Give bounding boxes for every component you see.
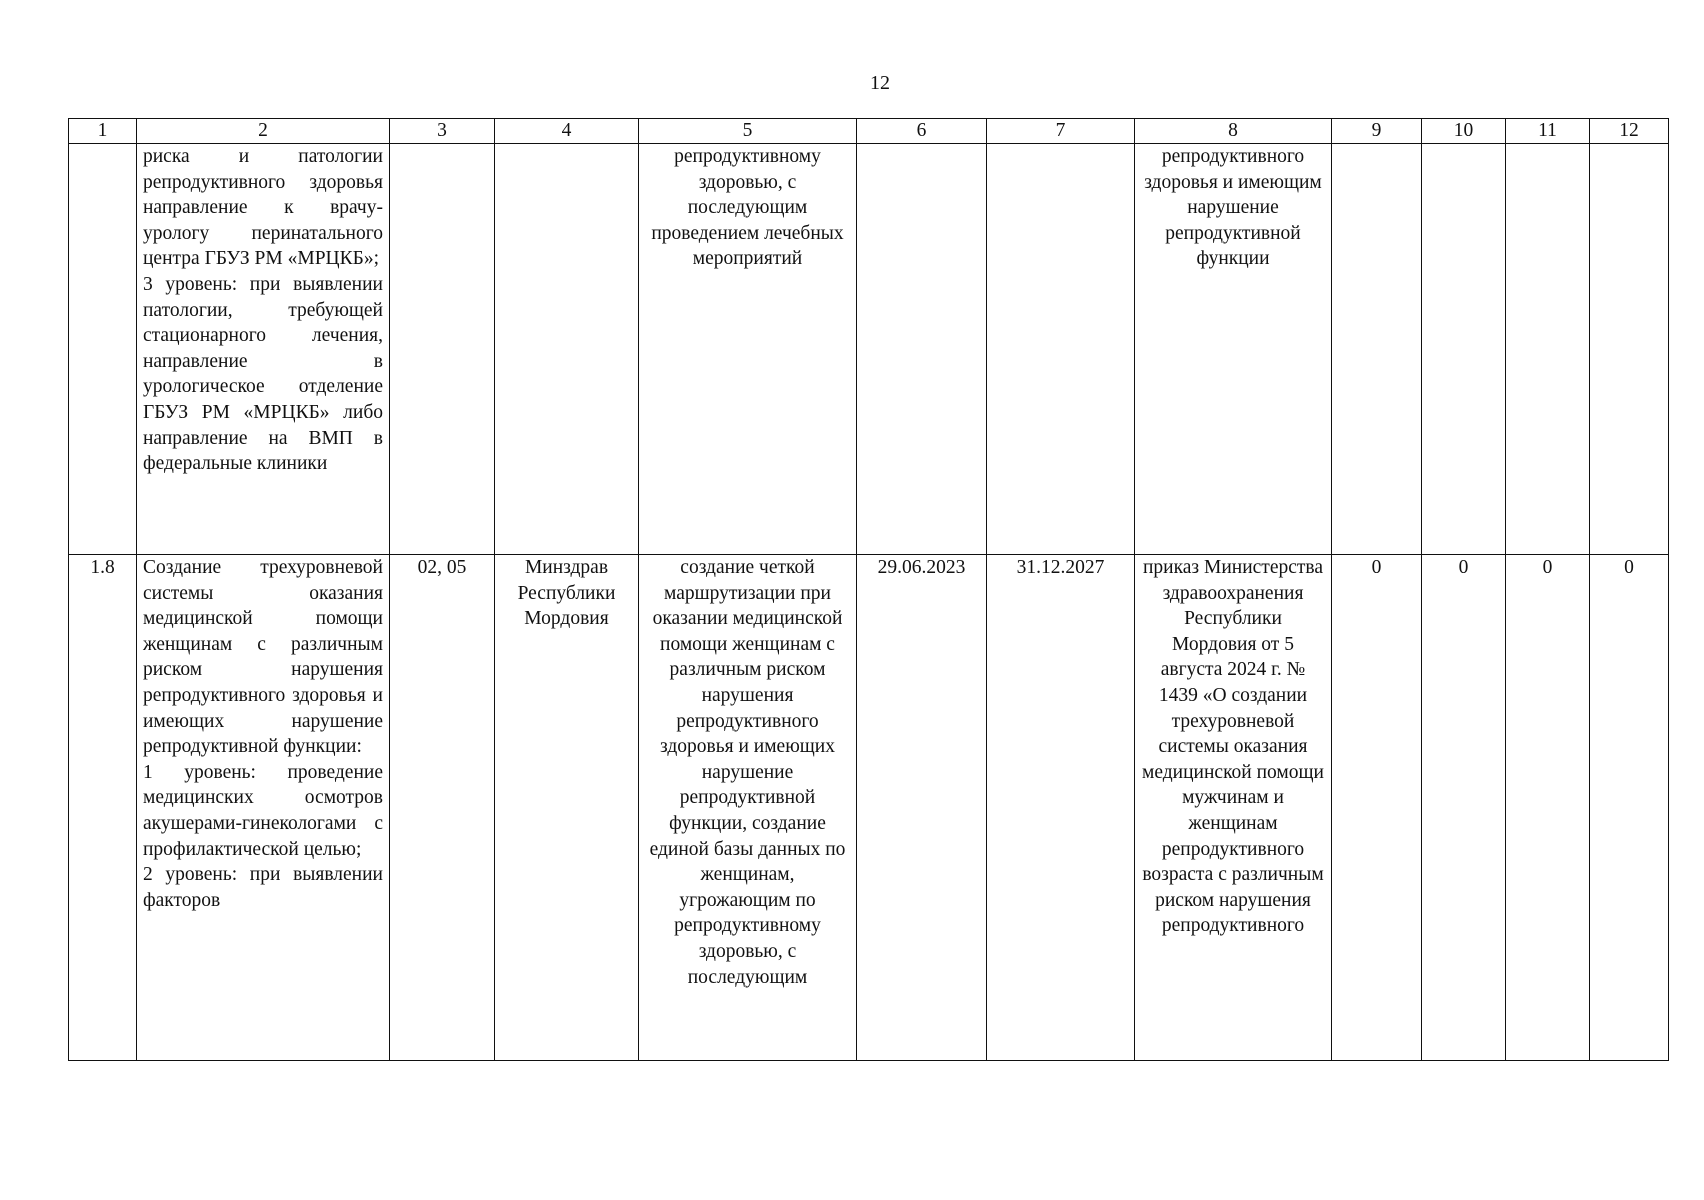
executor-cell: Минздрав Республики Мордовия <box>495 555 639 1061</box>
column-number-row <box>69 119 1669 144</box>
value-cell-10 <box>1422 144 1506 555</box>
column-number-5: 5 <box>639 119 857 144</box>
value-cell-11 <box>1506 144 1590 555</box>
column-number-2: 2 <box>137 119 390 144</box>
end-date-cell: 31.12.2027 <box>987 555 1135 1061</box>
result-cell: создание четкой маршрутизации при оказании медицинской помощи женщинам с различным риском нарушения репродуктивного здоровья и имеющих нарушение репродуктивной функции, создание единой базы данных по женщинам, угрожающим по репродуктивному здоровью, с последующим <box>639 555 857 1061</box>
page-number: 12 <box>870 72 890 94</box>
column-number-8: 8 <box>1135 119 1332 144</box>
column-number-6: 6 <box>857 119 987 144</box>
column-number-4: 4 <box>495 119 639 144</box>
value-cell-11: 0 <box>1506 555 1590 1061</box>
result-cell: репродуктивному здоровью, с последующим проведением лечебных мероприятий <box>639 144 857 555</box>
value-cell-9: 0 <box>1332 555 1422 1061</box>
item-number-cell: 1.8 <box>69 555 137 1061</box>
executor-cell <box>495 144 639 555</box>
start-date-cell: 29.06.2023 <box>857 555 987 1061</box>
measure-description-cell: Создание трехуровневой системы оказания медицинской помощи женщинам с различным риском нарушения репродуктивного здоровья и имеющих нарушение репродуктивной функции: 1 уровень: проведение медицинских осмотров акушерами-гинекологами с профилактической целью; 2 уровень: при выявлении факторов <box>137 555 390 1061</box>
value-cell-10: 0 <box>1422 555 1506 1061</box>
value-cell-9 <box>1332 144 1422 555</box>
document-cell: репродуктивного здоровья и имеющим нарушение репродуктивной функции <box>1135 144 1332 555</box>
column-number-11: 11 <box>1506 119 1590 144</box>
plan-table <box>68 118 1669 1061</box>
start-date-cell <box>857 144 987 555</box>
end-date-cell <box>987 144 1135 555</box>
document-cell: приказ Министерства здравоохранения Республики Мордовия от 5 августа 2024 г. № 1439 «О создании трехуровневой системы оказания медицинской помощи мужчинам и женщинам репродуктивного возраста с различным риском нарушения репродуктивного <box>1135 555 1332 1061</box>
value-cell-12 <box>1590 144 1669 555</box>
table-row <box>69 144 1669 555</box>
column-number-1: 1 <box>69 119 137 144</box>
item-number-cell <box>69 144 137 555</box>
column-number-9: 9 <box>1332 119 1422 144</box>
value-cell-12: 0 <box>1590 555 1669 1061</box>
code-cell <box>390 144 495 555</box>
column-number-10: 10 <box>1422 119 1506 144</box>
column-number-12: 12 <box>1590 119 1669 144</box>
code-cell: 02, 05 <box>390 555 495 1061</box>
column-number-7: 7 <box>987 119 1135 144</box>
table-row <box>69 555 1669 1061</box>
column-number-3: 3 <box>390 119 495 144</box>
measure-description-cell: риска и патологии репродуктивного здоровья направление к врачу-урологу перинатального центра ГБУЗ РМ «МРЦКБ»; 3 уровень: при выявлении патологии, требующей стационарного лечения, направление в урологическое отделение ГБУЗ РМ «МРЦКБ» либо направление на ВМП в федеральные клиники <box>137 144 390 555</box>
